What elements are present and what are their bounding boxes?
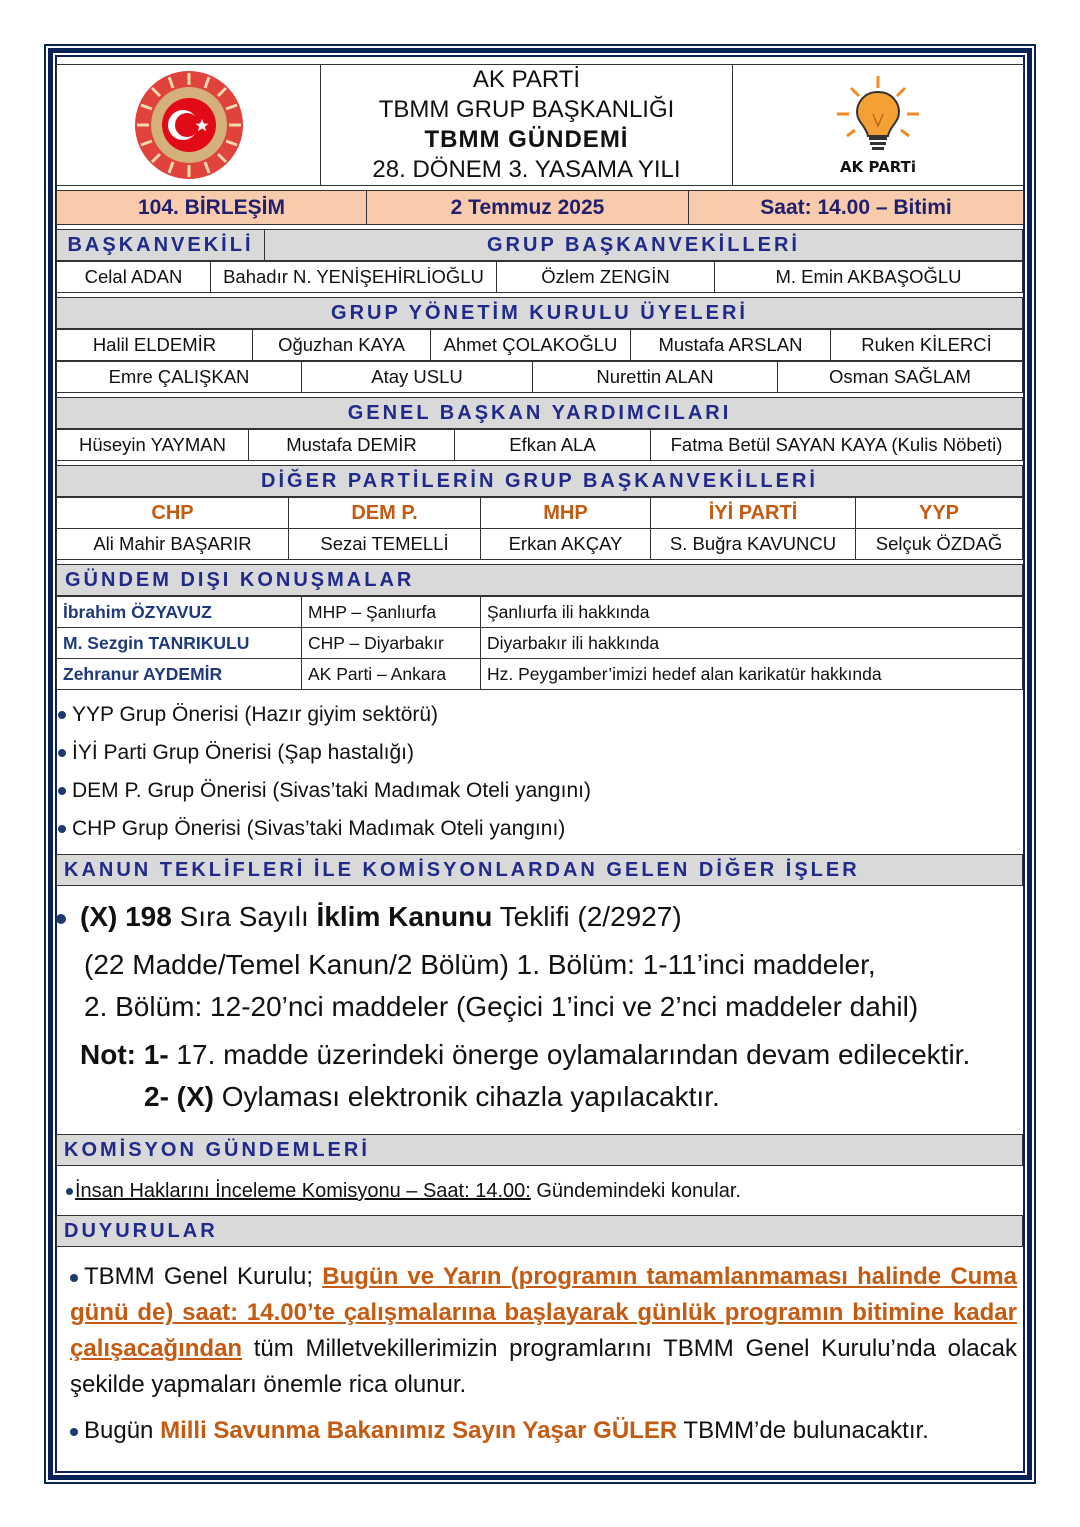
bullet-icon bbox=[70, 1428, 78, 1436]
vice-chairs-heading: GENEL BAŞKAN YARDIMCILARI bbox=[57, 398, 1023, 429]
session-time: Saat: 14.00 – Bitimi bbox=[689, 191, 1024, 225]
speaker-name: İbrahim ÖZYAVUZ bbox=[57, 597, 302, 628]
deputy-speakers-heading bbox=[56, 229, 1023, 261]
speaker-party: CHP – Diyarbakır bbox=[302, 628, 481, 659]
title-line-term: 28. DÖNEM 3. YASAMA YILI bbox=[372, 156, 681, 183]
board-member-name: Halil ELDEMİR bbox=[57, 330, 253, 361]
list-item: DEM P. Grup Önerisi (Sivas’taki Madımak Oteli yangını) bbox=[58, 772, 1023, 810]
table-row bbox=[57, 659, 1023, 690]
party-deputy-name: Selçuk ÖZDAĞ bbox=[856, 529, 1023, 560]
list-item: İYİ Parti Grup Önerisi (Şap hastalığı) bbox=[58, 734, 1023, 772]
bills-heading: KANUN TEKLİFLERİ İLE KOMİSYONLARDAN GELEN DİĞER İŞLER bbox=[56, 854, 1023, 886]
bullet-icon bbox=[58, 825, 66, 833]
vice-chair-name: Hüseyin YAYMAN bbox=[57, 430, 249, 461]
group-deputy-name: M. Emin AKBAŞOĞLU bbox=[715, 262, 1023, 293]
speech-topic: Diyarbakır ili hakkında bbox=[481, 628, 1023, 659]
announcements-heading: DUYURULAR bbox=[56, 1215, 1023, 1247]
board-member-name: Mustafa ARSLAN bbox=[631, 330, 831, 361]
speaker-party: AK Parti – Ankara bbox=[302, 659, 481, 690]
document-title-cell bbox=[321, 65, 733, 186]
board-member-name: Oğuzhan KAYA bbox=[253, 330, 431, 361]
title-line-group: TBMM GRUP BAŞKANLIĞI bbox=[378, 96, 675, 123]
board-members-heading: GRUP YÖNETİM KURULU ÜYELERİ bbox=[57, 298, 1023, 329]
board-member-name: Ahmet ÇOLAKOĞLU bbox=[431, 330, 631, 361]
off-agenda-table bbox=[56, 596, 1023, 690]
other-parties-heading: DİĞER PARTİLERİN GRUP BAŞKANVEKİLLERİ bbox=[57, 466, 1023, 497]
group-deputy-name: Özlem ZENGİN bbox=[497, 262, 715, 293]
party-name: İYİ PARTİ bbox=[651, 498, 856, 529]
group-proposals-list bbox=[56, 690, 1023, 848]
bullet-icon bbox=[58, 787, 66, 795]
speech-topic: Şanlıurfa ili hakkında bbox=[481, 597, 1023, 628]
committee-item: İnsan Haklarını İnceleme Komisyonu – Saat: 14.00: Gündemindeki konular. bbox=[56, 1166, 1023, 1215]
bill-item bbox=[56, 886, 1023, 1118]
table-row bbox=[57, 597, 1023, 628]
board-member-name: Nurettin ALAN bbox=[533, 362, 778, 393]
baskanvekili-heading: BAŞKANVEKİLİ bbox=[57, 230, 265, 261]
title-line-party: AK PARTİ bbox=[472, 66, 581, 93]
board-member-name: Emre ÇALIŞKAN bbox=[57, 362, 302, 393]
bullet-icon bbox=[58, 749, 66, 757]
list-item: YYP Grup Önerisi (Hazır giyim sektörü) bbox=[58, 696, 1023, 734]
session-number: 104. BİRLEŞİM bbox=[57, 191, 367, 225]
other-parties-heading-table bbox=[56, 465, 1023, 497]
bill-detail: (22 Madde/Temel Kanun/2 Bölüm) 1. Bölüm: 1-11’inci maddeler, 2. Bölüm: 12-20’nci maddeler (Geçici 1’inci ve 2’nci maddeler dahil) bbox=[84, 949, 919, 1022]
board-members-row-1 bbox=[56, 329, 1023, 361]
speaker-party: MHP – Şanlıurfa bbox=[302, 597, 481, 628]
bill-title: (X) 198 Sıra Sayılı İklim Kanunu Teklifi (2/2927) bbox=[56, 896, 1023, 938]
bill-note-1: Not: 1- 17. madde üzerindeki önerge oylamalarından devam edilecektir. bbox=[80, 1039, 971, 1070]
speaker-name: M. Sezgin TANRIKULU bbox=[57, 628, 302, 659]
board-member-name: Osman SAĞLAM bbox=[778, 362, 1023, 393]
title-line-agenda: TBMM GÜNDEMİ bbox=[424, 126, 629, 153]
baskanvekili-name: Celal ADAN bbox=[57, 262, 211, 293]
other-parties-table bbox=[56, 497, 1023, 560]
party-deputy-name: Ali Mahir BAŞARIR bbox=[57, 529, 289, 560]
list-item: CHP Grup Önerisi (Sivas’taki Madımak Oteli yangını) bbox=[58, 810, 1023, 848]
ak-parti-logo-text: AK PARTi bbox=[840, 158, 916, 176]
tbmm-logo-cell bbox=[57, 65, 321, 186]
party-name: CHP bbox=[57, 498, 289, 529]
deputy-speakers-names bbox=[56, 261, 1023, 293]
party-name: DEM P. bbox=[289, 498, 481, 529]
ak-parti-logo-cell bbox=[733, 65, 1024, 186]
header-table bbox=[56, 64, 1024, 186]
tbmm-emblem-icon bbox=[133, 69, 245, 181]
grup-baskanvekilleri-heading: GRUP BAŞKANVEKİLLERİ bbox=[265, 230, 1023, 261]
session-info-table bbox=[56, 190, 1024, 225]
off-agenda-heading: GÜNDEM DIŞI KONUŞMALAR bbox=[57, 565, 1023, 596]
announcement-1: TBMM Genel Kurulu; Bugün ve Yarın (programın tamamlanmaması halinde Cuma günü de) saat: 14.00’te çalışmalarına başlayarak günlük programın bitimine kadar çalışacağından tüm Milletvekillerimizin programlarını TBMM Genel Kurulu’nda olacak şekilde yapmaları önemle rica olunur. bbox=[70, 1263, 1017, 1398]
vice-chair-name: Fatma Betül SAYAN KAYA (Kulis Nöbeti) bbox=[651, 430, 1023, 461]
vice-chairs-heading-table bbox=[56, 397, 1023, 429]
off-agenda-heading-table bbox=[56, 564, 1023, 596]
party-deputy-name: S. Buğra KAVUNCU bbox=[651, 529, 856, 560]
board-members-row-2 bbox=[56, 361, 1023, 393]
table-row bbox=[57, 628, 1023, 659]
board-member-name: Ruken KİLERCİ bbox=[831, 330, 1023, 361]
vice-chair-name: Mustafa DEMİR bbox=[249, 430, 455, 461]
session-date: 2 Temmuz 2025 bbox=[367, 191, 689, 225]
ak-parti-lightbulb-icon bbox=[833, 74, 923, 154]
bullet-icon bbox=[58, 711, 66, 719]
announcements bbox=[56, 1247, 1023, 1449]
bill-note-2: 2- (X) Oylaması elektronik cihazla yapılacaktır. bbox=[144, 1081, 720, 1112]
announcement-2: Bugün Milli Savunma Bakanımız Sayın Yaşar GÜLER TBMM’de bulunacaktır. bbox=[70, 1413, 1017, 1449]
speaker-name: Zehranur AYDEMİR bbox=[57, 659, 302, 690]
party-name: YYP bbox=[856, 498, 1023, 529]
party-deputy-name: Erkan AKÇAY bbox=[481, 529, 651, 560]
party-deputy-name: Sezai TEMELLİ bbox=[289, 529, 481, 560]
board-member-name: Atay USLU bbox=[302, 362, 533, 393]
bullet-icon bbox=[66, 1188, 73, 1195]
group-deputy-name: Bahadır N. YENİŞEHİRLİOĞLU bbox=[211, 262, 497, 293]
vice-chair-name: Efkan ALA bbox=[455, 430, 651, 461]
vice-chairs-names bbox=[56, 429, 1023, 461]
bullet-icon bbox=[70, 1274, 78, 1282]
party-name: MHP bbox=[481, 498, 651, 529]
agenda-document bbox=[56, 64, 1023, 1459]
speech-topic: Hz. Peygamber’imizi hedef alan karikatür hakkında bbox=[481, 659, 1023, 690]
bullet-icon bbox=[56, 914, 66, 924]
board-members-heading-table bbox=[56, 297, 1023, 329]
committee-heading: KOMİSYON GÜNDEMLERİ bbox=[56, 1134, 1023, 1166]
